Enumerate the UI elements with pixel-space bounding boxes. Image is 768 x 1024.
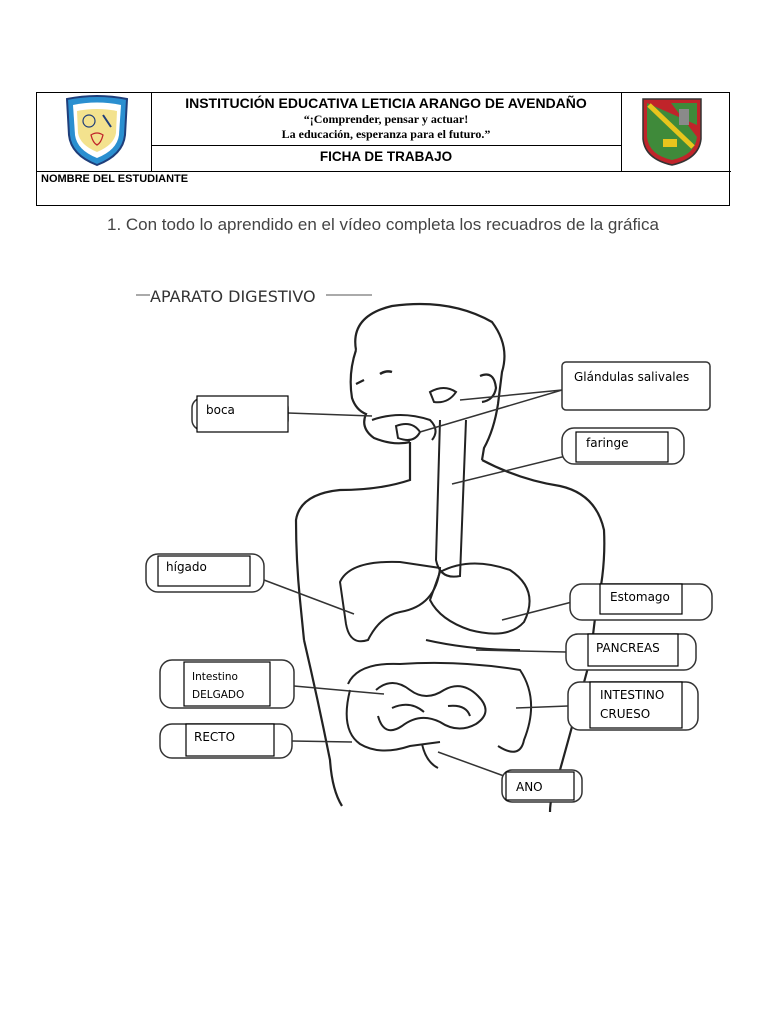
label-ano [502, 770, 582, 802]
label-intestino-delgado-line1: Intestino [192, 671, 238, 683]
label-higado [146, 554, 264, 592]
worksheet-title: FICHA DE TRABAJO [319, 149, 453, 164]
label-intestino-grueso [568, 682, 698, 730]
label-intestino-delgado-line2: DELGADO [192, 689, 245, 701]
diagram-title: APARATO DIGESTIVO [150, 287, 316, 306]
label-faringe-text: faringe [586, 436, 629, 450]
label-intestino-grueso-line2: CRUESO [600, 707, 651, 721]
label-boca [192, 396, 288, 432]
label-faringe [562, 428, 684, 464]
label-pancreas-text: PANCREAS [596, 641, 660, 655]
label-glandulas [562, 362, 710, 410]
motto-line-2: La educación, esperanza para el futuro.” [281, 127, 491, 141]
institution-name: INSTITUCIÓN EDUCATIVA LETICIA ARANGO DE AVENDAÑO [185, 95, 587, 111]
question-text: 1. Con todo lo aprendido en el vídeo completa los recuadros de la gráfica [107, 215, 659, 234]
label-intestino-grueso-line1: INTESTINO [600, 688, 665, 702]
label-estomago [570, 584, 712, 620]
label-intestino-delgado [160, 660, 294, 708]
label-boca-text: boca [206, 403, 235, 417]
label-recto-text: RECTO [194, 730, 236, 744]
label-recto [160, 724, 292, 758]
student-name-label: NOMBRE DEL ESTUDIANTE [41, 173, 189, 185]
label-ano-text: ANO [516, 780, 543, 794]
label-glandulas-text: Glándulas salivales [574, 370, 690, 384]
label-higado-text: hígado [166, 560, 207, 574]
label-pancreas [566, 634, 696, 670]
motto-line-1: “¡Comprender, pensar y actuar! [303, 112, 469, 126]
label-estomago-text: Estomago [610, 590, 670, 604]
